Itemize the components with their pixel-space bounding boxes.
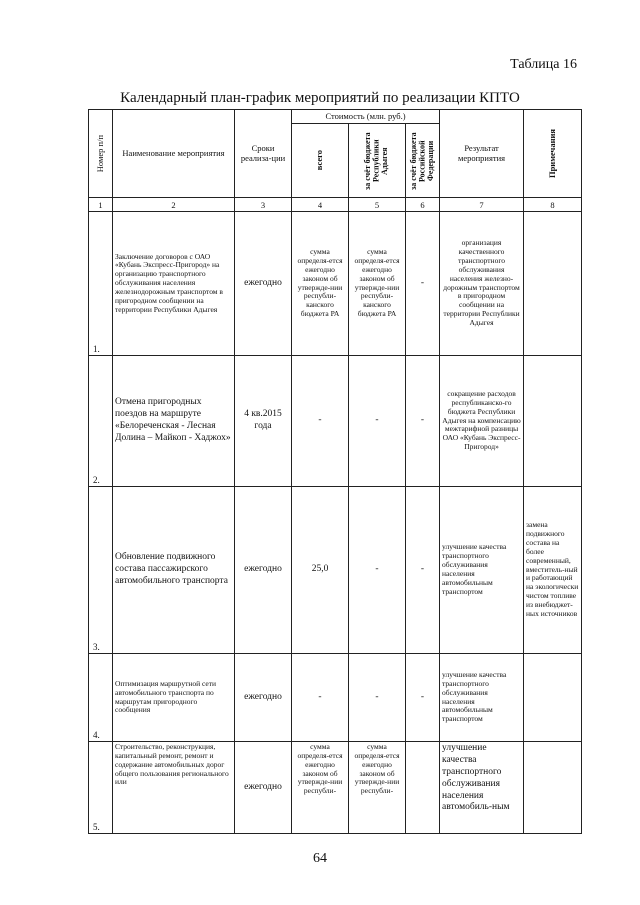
row-notes: [524, 356, 582, 487]
header-federal-budget: за счёт бюджета Российской Федерации: [406, 124, 440, 198]
table-label: Таблица 16: [510, 57, 577, 72]
column-number: 7: [440, 198, 524, 212]
row-notes: [524, 742, 582, 834]
row-name: Отмена пригородных поездов на маршруте «Белореченская - Лесная Долина – Майкоп - Хаджох»: [113, 356, 235, 487]
column-number: 3: [235, 198, 292, 212]
table-row: [89, 742, 582, 834]
table-row: [89, 212, 582, 356]
row-num: 2.: [89, 356, 113, 487]
column-number: 4: [292, 198, 349, 212]
row-federal: -: [406, 212, 440, 356]
row-total: сумма определя-ется ежегодно законом об утвержде-нии республи-канского бюджета РА: [292, 212, 349, 356]
row-term: ежегодно: [235, 212, 292, 356]
header-cost-group: Стоимость (млн. руб.): [292, 110, 440, 124]
header-num: Номер п/п: [89, 110, 113, 198]
row-term: 4 кв.2015 года: [235, 356, 292, 487]
row-result: улучшение качества транспортного обслуживания населения автомобильным транспортом: [440, 654, 524, 742]
row-notes: [524, 212, 582, 356]
column-number: 5: [349, 198, 406, 212]
row-term: ежегодно: [235, 654, 292, 742]
row-term: ежегодно: [235, 487, 292, 654]
row-name: Обновление подвижного состава пассажирского автомобильного транспорта: [113, 487, 235, 654]
schedule-table: [88, 109, 582, 834]
row-adygea: -: [349, 487, 406, 654]
row-term: ежегодно: [235, 742, 292, 834]
row-total: 25,0: [292, 487, 349, 654]
row-notes: [524, 654, 582, 742]
row-num: 4.: [89, 654, 113, 742]
row-federal: -: [406, 654, 440, 742]
row-notes: замена подвижного состава на более современный, вместитель-ный и работающий на экологически чистом топливе из внебюджет-ных источников: [524, 487, 582, 654]
column-number-row: [89, 198, 582, 212]
column-number: 1: [89, 198, 113, 212]
header-result: Результат мероприятия: [440, 110, 524, 198]
row-name: Оптимизация маршрутной сети автомобильного транспорта по маршрутам пригородного сообщения: [113, 654, 235, 742]
row-adygea: сумма определя-ется ежегодно законом об утвержде-нии республи-канского бюджета РА: [349, 212, 406, 356]
table-row: [89, 654, 582, 742]
table-row: [89, 487, 582, 654]
row-num: 5.: [89, 742, 113, 834]
column-number: 8: [524, 198, 582, 212]
table-row: [89, 356, 582, 487]
row-num: 3.: [89, 487, 113, 654]
row-total: сумма определя-ется ежегодно законом об утвержде-нии республи-: [292, 742, 349, 834]
row-result: улучшение качества транспортного обслуживания населения автомобильным транспортом: [440, 487, 524, 654]
column-number: 2: [113, 198, 235, 212]
row-federal: -: [406, 356, 440, 487]
row-result: организация качественного транспортного обслуживания населения железно-дорожным транспортом в пригородном сообщении на территории Республики Адыгея: [440, 212, 524, 356]
row-total: -: [292, 654, 349, 742]
row-result: сокращение расходов республиканско-го бюджета Республики Адыгея на компенсацию межтарифной разницы ОАО «Кубань Экспресс-Пригород»: [440, 356, 524, 487]
table-title: Календарный план-график мероприятий по реализации КПТО: [120, 90, 520, 106]
row-total: -: [292, 356, 349, 487]
row-federal: -: [406, 487, 440, 654]
row-adygea: -: [349, 356, 406, 487]
header-notes: Примечания: [524, 110, 582, 198]
column-number: 6: [406, 198, 440, 212]
header-name: Наименование мероприятия: [113, 110, 235, 198]
header-adygea-budget: за счёт бюджета Республики Адыгея: [349, 124, 406, 198]
row-num: 1.: [89, 212, 113, 356]
row-adygea: сумма определя-ется ежегодно законом об утвержде-нии республи-: [349, 742, 406, 834]
row-adygea: -: [349, 654, 406, 742]
row-federal: [406, 742, 440, 834]
header-term: Сроки реализа-ции: [235, 110, 292, 198]
row-result: улучшение качества транспортного обслуживания населения автомобиль-ным: [440, 742, 524, 834]
row-name: Заключение договоров с ОАО «Кубань Экспресс-Пригород» на организацию транспортного обслуживания населения железнодорожным транспортом в пригородном сообщении на территории Республики Адыгея: [113, 212, 235, 356]
page-number: 64: [313, 851, 327, 866]
header-total: всего: [292, 124, 349, 198]
row-name: Строительство, реконструкция, капитальный ремонт, ремонт и содержание автомобильных дорог общего пользования регионального или: [113, 742, 235, 834]
